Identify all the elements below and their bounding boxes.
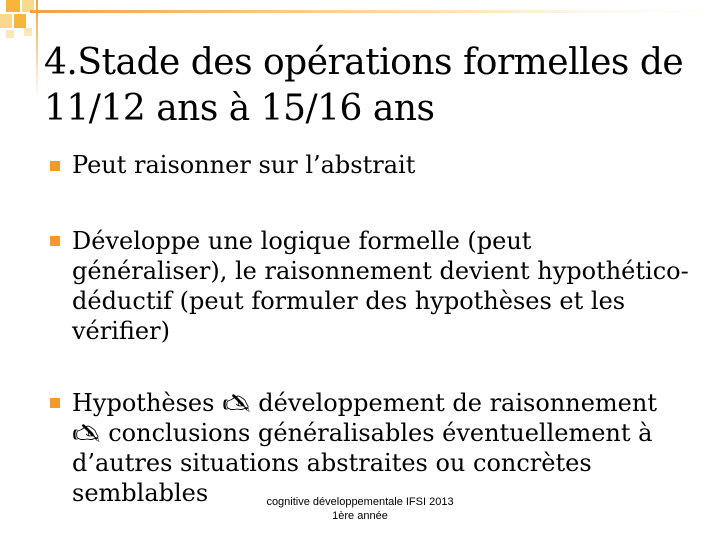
footer-line-1: cognitive développementale IFSI 2013 xyxy=(266,496,454,508)
decor-square xyxy=(6,0,20,12)
decor-square xyxy=(6,30,14,38)
decor-square xyxy=(0,14,12,28)
bullet-text: Hypothèses 🖎 développement de raisonnement 🖎 conclusions généralisables éventuellement à d’autres situations abstraites ou concrètes semblables xyxy=(72,389,657,507)
decor-horizontal-line xyxy=(30,10,720,13)
decor-vertical-line xyxy=(36,0,38,100)
slide-footer xyxy=(240,495,480,523)
decor-square xyxy=(14,14,26,28)
bullet-square-icon xyxy=(50,236,60,246)
slide-title: 4.Stade des opérations formelles de 11/12 ans à 15/16 ans xyxy=(44,42,684,129)
bullet-text: Développe une logique formelle (peut généraliser), le raisonnement devient hypothético-déductif (peut formuler des hypothèses et les vérifier) xyxy=(72,227,689,345)
decor-square xyxy=(24,28,32,36)
footer-line-2: 1ère année xyxy=(332,510,388,522)
bullet-square-icon xyxy=(50,398,60,408)
bullet-text: Peut raisonner sur l’abstrait xyxy=(72,151,416,179)
bullet-square-icon xyxy=(50,161,60,171)
